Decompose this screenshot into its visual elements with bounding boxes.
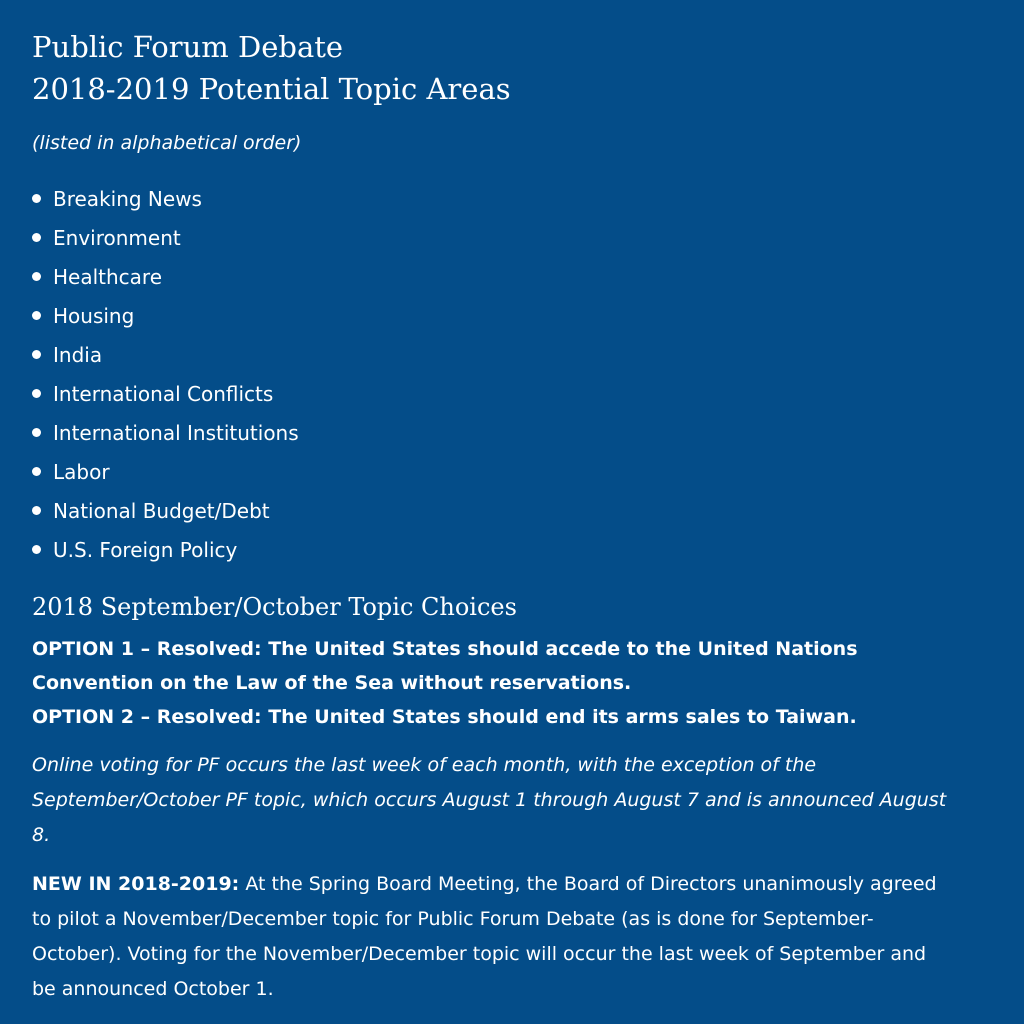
- page-title: Public Forum Debate: [32, 30, 344, 64]
- topic-label: Healthcare: [53, 265, 163, 289]
- topic-label: Breaking News: [53, 187, 202, 211]
- bullet-icon: [32, 545, 41, 554]
- page-subtitle: 2018-2019 Potential Topic Areas: [32, 72, 511, 106]
- list-item: [32, 219, 992, 258]
- bullet-icon: [32, 389, 41, 398]
- bullet-icon: [32, 428, 41, 437]
- bullet-icon: [32, 311, 41, 320]
- option-2: OPTION 2 – Resolved: The United States should end its arms sales to Taiwan.: [32, 706, 857, 728]
- new-in-paragraph: [32, 867, 947, 1007]
- topic-label: U.S. Foreign Policy: [53, 538, 238, 562]
- topic-label: International Institutions: [53, 421, 299, 445]
- new-in-body: At the Spring Board Meeting, the Board of Directors unanimously agreed to pilot a November/December topic for Public Forum Debate (as is done for September-October). Voting for the November/December topic will occur the last week of September and be announced October 1.: [32, 873, 937, 1000]
- bullet-icon: [32, 467, 41, 476]
- list-item: [32, 414, 992, 453]
- bullet-icon: [32, 350, 41, 359]
- option-1-line-1: OPTION 1 – Resolved: The United States should accede to the United Nations: [32, 638, 858, 660]
- bullet-icon: [32, 506, 41, 515]
- topic-label: Housing: [53, 304, 135, 328]
- list-item: [32, 531, 992, 570]
- topic-label: Environment: [53, 226, 181, 250]
- bullet-icon: [32, 272, 41, 281]
- topic-choices-heading: 2018 September/October Topic Choices: [32, 593, 517, 621]
- list-item: [32, 258, 992, 297]
- new-in-lead: NEW IN 2018-2019:: [32, 873, 240, 895]
- topic-label: India: [53, 343, 103, 367]
- topic-list: [32, 180, 992, 570]
- list-item: [32, 453, 992, 492]
- list-item: [32, 180, 992, 219]
- order-note: (listed in alphabetical order): [32, 132, 302, 154]
- option-1-line-2: Convention on the Law of the Sea without reservations.: [32, 672, 632, 694]
- topic-label: Labor: [53, 460, 110, 484]
- topic-label: International Conflicts: [53, 382, 274, 406]
- topic-label: National Budget/Debt: [53, 499, 270, 523]
- bullet-icon: [32, 233, 41, 242]
- voting-note: Online voting for PF occurs the last week of each month, with the exception of the September/October PF topic, which occurs August 1 through August 7 and is announced August 8.: [32, 754, 947, 846]
- list-item: [32, 492, 992, 531]
- list-item: [32, 375, 992, 414]
- list-item: [32, 297, 992, 336]
- list-item: [32, 336, 992, 375]
- bullet-icon: [32, 194, 41, 203]
- topic-options: [32, 632, 992, 734]
